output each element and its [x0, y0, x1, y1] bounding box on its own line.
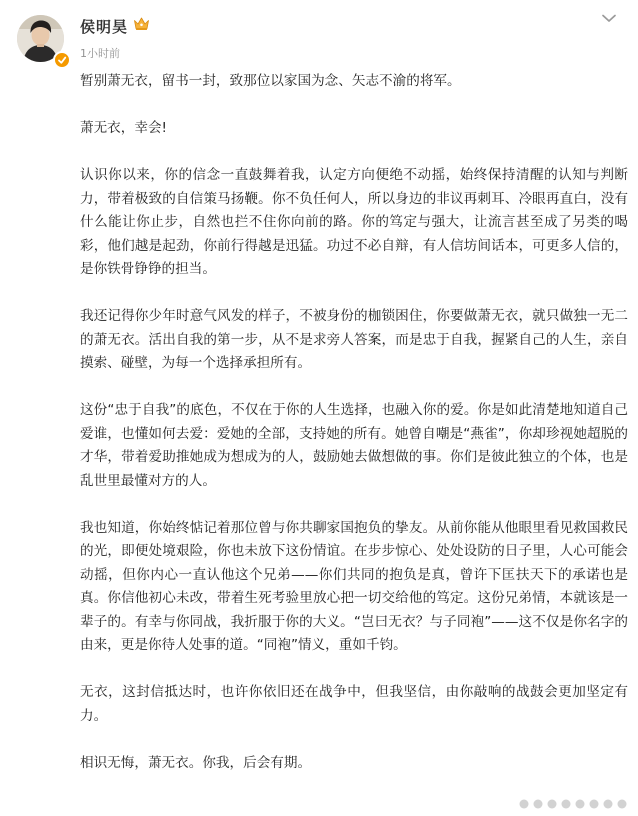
post-body — [80, 70, 628, 775]
post-paragraph: 无衣，这封信抵达时，也许你依旧还在战争中，但我坚信，由你敲响的战鼓会更加坚定有力。 — [80, 684, 628, 724]
user-name[interactable]: 侯明昊 — [80, 18, 129, 36]
post-time[interactable]: 1小时前 — [80, 47, 120, 60]
post-paragraph: 我还记得你少年时意气风发的样子，不被身份的枷锁困住，你要做萧无衣，就只做独一无二的萧无衣。活出自我的第一步，从不是求旁人答案，而是忠于自我，握紧自己的人生，亲自摸索、碰壁，为每一个选择承担所有。 — [80, 308, 628, 371]
chevron-down-icon[interactable] — [600, 12, 618, 24]
footer-dots-overlay — [516, 794, 636, 814]
verified-badge-icon — [53, 51, 71, 69]
post-paragraph: 相识无悔，萧无衣。你我，后会有期。 — [80, 754, 312, 771]
post-paragraph: 这份“忠于自我”的底色，不仅在于你的人生选择，也融入你的爱。你是如此清楚地知道自己爱谁，也懂如何去爱：爱她的全部，支持她的所有。她曾自嘲是“燕雀”，你却珍视她超脱的才华，带着爱助推她成为想成为的人，鼓励她去做想做的事。你们是彼此独立的个体，也是乱世里最懂对方的人。 — [80, 402, 628, 489]
post-paragraph: 认识你以来，你的信念一直鼓舞着我，认定方向便绝不动摇，始终保持清醒的认知与判断力，带着极致的自信策马扬鞭。你不负任何人，所以身边的非议再刺耳、冷眼再直白，没有什么能让你止步，自然也拦不住你向前的路。你的笃定与强大，让流言甚至成了另类的喝彩，他们越是起劲，你前行得越是迅猛。功过不必自辩，有人信坊间话本，可更多人信的，是你铁骨铮铮的担当。 — [80, 167, 628, 277]
post-paragraph: 我也知道，你始终惦记着那位曾与你共聊家国抱负的挚友。从前你能从他眼里看见救国救民的光，即便处境艰险，你也未放下这份情谊。在步步惊心、处处设防的日子里，人心可能会动摇，但你内心一直认他这个兄弟——你们共同的抱负是真，曾许下匡扶天下的承诺也是真。你信他初心未改，带着生死考验里放心把一切交给他的笃定。这份兄弟情，本就该是一辈子的。有幸与你同战，我折服于你的大义。“岂曰无衣？与子同袍”——这不仅是你名字的由来，更是你待人处事的道。“同袍”情义，重如千钧。 — [80, 519, 628, 653]
post-header — [0, 0, 638, 70]
post-paragraph: 暂别萧无衣，留书一封，致那位以家国为念、矢志不渝的将军。 — [80, 73, 461, 89]
vip-crown-icon — [133, 16, 150, 31]
post-paragraph: 萧无衣，幸会! — [80, 120, 168, 136]
